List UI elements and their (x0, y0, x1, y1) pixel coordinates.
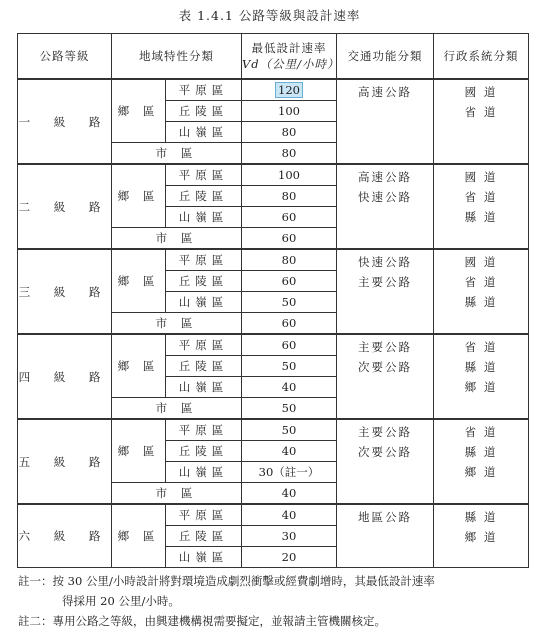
speed-value (242, 143, 337, 165)
terrain-label: 丘陵區 (166, 441, 242, 462)
table-row (18, 334, 529, 356)
speed-value (242, 483, 337, 505)
grade-name: 五 級 路 (18, 419, 112, 504)
admin-item: 縣 道 (464, 360, 498, 374)
admin-item: 國 道 (464, 85, 498, 99)
speed-text: 100 (278, 168, 300, 182)
table-row (18, 249, 529, 271)
admin-item: 省 道 (464, 105, 498, 119)
table-row (18, 79, 529, 101)
terrain-label: 平原區 (166, 79, 242, 101)
admin-cell (434, 79, 529, 164)
speed-value (242, 164, 337, 186)
road-grade-table (17, 33, 529, 568)
terrain-label: 丘陵區 (166, 186, 242, 207)
speed-value (242, 398, 337, 420)
function-item: 主要公路 (358, 425, 412, 439)
function-item: 高速公路 (358, 170, 412, 184)
speed-value (242, 79, 337, 101)
terrain-label: 山嶺區 (166, 122, 242, 143)
speed-value (242, 122, 337, 143)
speed-text: 40 (281, 380, 297, 394)
function-cell (337, 504, 434, 568)
rural-label: 鄉 區 (112, 164, 166, 228)
table-body (18, 79, 529, 568)
function-item: 快速公路 (358, 190, 412, 204)
function-item: 次要公路 (358, 445, 412, 459)
function-cell (337, 79, 434, 164)
terrain-label: 丘陵區 (166, 101, 242, 122)
function-cell (337, 164, 434, 249)
admin-item: 省 道 (464, 275, 498, 289)
speed-text: 60 (281, 274, 297, 288)
grade-name: 四 級 路 (18, 334, 112, 419)
grade-name: 三 級 路 (18, 249, 112, 334)
speed-text: 20 (281, 550, 297, 564)
speed-value (242, 271, 337, 292)
grade-name: 一 級 路 (18, 79, 112, 164)
note-2: 註二：專用公路之等級，由興建機構視需要擬定，並報請主管機關核定。 (18, 614, 386, 628)
note-1-line-1: 註一：按 30 公里/小時設計將對環境造成劇烈衝擊或經費劇增時，其最低設計速率 (18, 574, 435, 588)
function-cell (337, 419, 434, 504)
header-speed-line2: Vd（公里/小時） (242, 57, 340, 71)
speed-value (242, 186, 337, 207)
header-function: 交通功能分類 (337, 34, 434, 80)
admin-cell (434, 249, 529, 334)
speed-value (242, 441, 337, 462)
urban-label: 市 區 (112, 143, 242, 165)
admin-cell (434, 334, 529, 419)
terrain-label: 平原區 (166, 334, 242, 356)
admin-cell (434, 504, 529, 568)
speed-text: 50 (281, 423, 297, 437)
grade-name: 二 級 路 (18, 164, 112, 249)
speed-text: 80 (281, 125, 297, 139)
terrain-label: 平原區 (166, 504, 242, 526)
speed-text: 50 (281, 359, 297, 373)
rural-label: 鄉 區 (112, 504, 166, 568)
speed-text: 30 (281, 529, 297, 543)
speed-value (242, 101, 337, 122)
header-speed-line1: 最低設計速率 (251, 41, 327, 55)
speed-text: 60 (281, 316, 297, 330)
terrain-label: 山嶺區 (166, 547, 242, 568)
rural-label: 鄉 區 (112, 334, 166, 398)
function-cell (337, 334, 434, 419)
function-item: 快速公路 (358, 255, 412, 269)
header-row (18, 34, 529, 80)
admin-item: 省 道 (464, 425, 498, 439)
terrain-label: 山嶺區 (166, 207, 242, 228)
header-admin: 行政系統分類 (434, 34, 529, 80)
function-item: 主要公路 (358, 275, 412, 289)
function-cell (337, 249, 434, 334)
header-region: 地域特性分類 (112, 34, 242, 80)
speed-text: 80 (281, 253, 297, 267)
speed-value (242, 419, 337, 441)
terrain-label: 丘陵區 (166, 356, 242, 377)
speed-text: 40 (281, 486, 297, 500)
function-item: 地區公路 (358, 510, 412, 524)
speed-value (242, 526, 337, 547)
speed-text: 120 (278, 83, 300, 97)
table-row (18, 504, 529, 526)
rural-label: 鄉 區 (112, 249, 166, 313)
function-item: 次要公路 (358, 360, 412, 374)
speed-text: 60 (281, 338, 297, 352)
function-item: 主要公路 (358, 340, 412, 354)
urban-label: 市 區 (112, 228, 242, 250)
note-1-line-2: 得採用 20 公里/小時。 (62, 594, 180, 608)
admin-item: 省 道 (464, 190, 498, 204)
rural-label: 鄉 區 (112, 79, 166, 143)
notes (18, 571, 533, 631)
terrain-label: 山嶺區 (166, 292, 242, 313)
admin-item: 國 道 (464, 255, 498, 269)
speed-value (242, 504, 337, 526)
terrain-label: 丘陵區 (166, 526, 242, 547)
speed-value (242, 334, 337, 356)
speed-text: 80 (281, 189, 297, 203)
terrain-label: 丘陵區 (166, 271, 242, 292)
urban-label: 市 區 (112, 398, 242, 420)
speed-value (242, 313, 337, 335)
speed-text: 40 (281, 444, 297, 458)
terrain-label: 山嶺區 (166, 462, 242, 483)
speed-value (242, 292, 337, 313)
speed-text: 60 (281, 231, 297, 245)
speed-text: 30（註一） (258, 465, 320, 479)
urban-label: 市 區 (112, 313, 242, 335)
admin-item: 省 道 (464, 340, 498, 354)
admin-item: 縣 道 (464, 210, 498, 224)
speed-text: 50 (281, 401, 297, 415)
terrain-label: 山嶺區 (166, 377, 242, 398)
admin-cell (434, 164, 529, 249)
admin-item: 鄉 道 (464, 465, 498, 479)
speed-value (242, 356, 337, 377)
speed-text: 40 (281, 508, 297, 522)
admin-item: 縣 道 (464, 295, 498, 309)
terrain-label: 平原區 (166, 419, 242, 441)
admin-item: 縣 道 (464, 445, 498, 459)
terrain-label: 平原區 (166, 249, 242, 271)
admin-item: 縣 道 (464, 510, 498, 524)
speed-value (242, 249, 337, 271)
speed-text: 60 (281, 210, 297, 224)
table-caption: 表 1.4.1 公路等級與設計速率 (178, 8, 361, 23)
terrain-label: 平原區 (166, 164, 242, 186)
admin-cell (434, 419, 529, 504)
table-row (18, 164, 529, 186)
speed-text: 80 (281, 146, 297, 160)
admin-item: 國 道 (464, 170, 498, 184)
speed-value (242, 377, 337, 398)
speed-text: 100 (278, 104, 300, 118)
admin-item: 鄉 道 (464, 530, 498, 544)
speed-text: 50 (281, 295, 297, 309)
header-speed (242, 34, 340, 80)
admin-item: 鄉 道 (464, 380, 498, 394)
rural-label: 鄉 區 (112, 419, 166, 483)
speed-value (242, 228, 337, 250)
speed-value (242, 547, 337, 568)
grade-name: 六 級 路 (18, 504, 112, 568)
speed-value (242, 462, 337, 483)
header-grade: 公路等級 (18, 34, 112, 80)
urban-label: 市 區 (112, 483, 242, 505)
speed-value (242, 207, 337, 228)
function-item: 高速公路 (358, 85, 412, 99)
table-row (18, 419, 529, 441)
